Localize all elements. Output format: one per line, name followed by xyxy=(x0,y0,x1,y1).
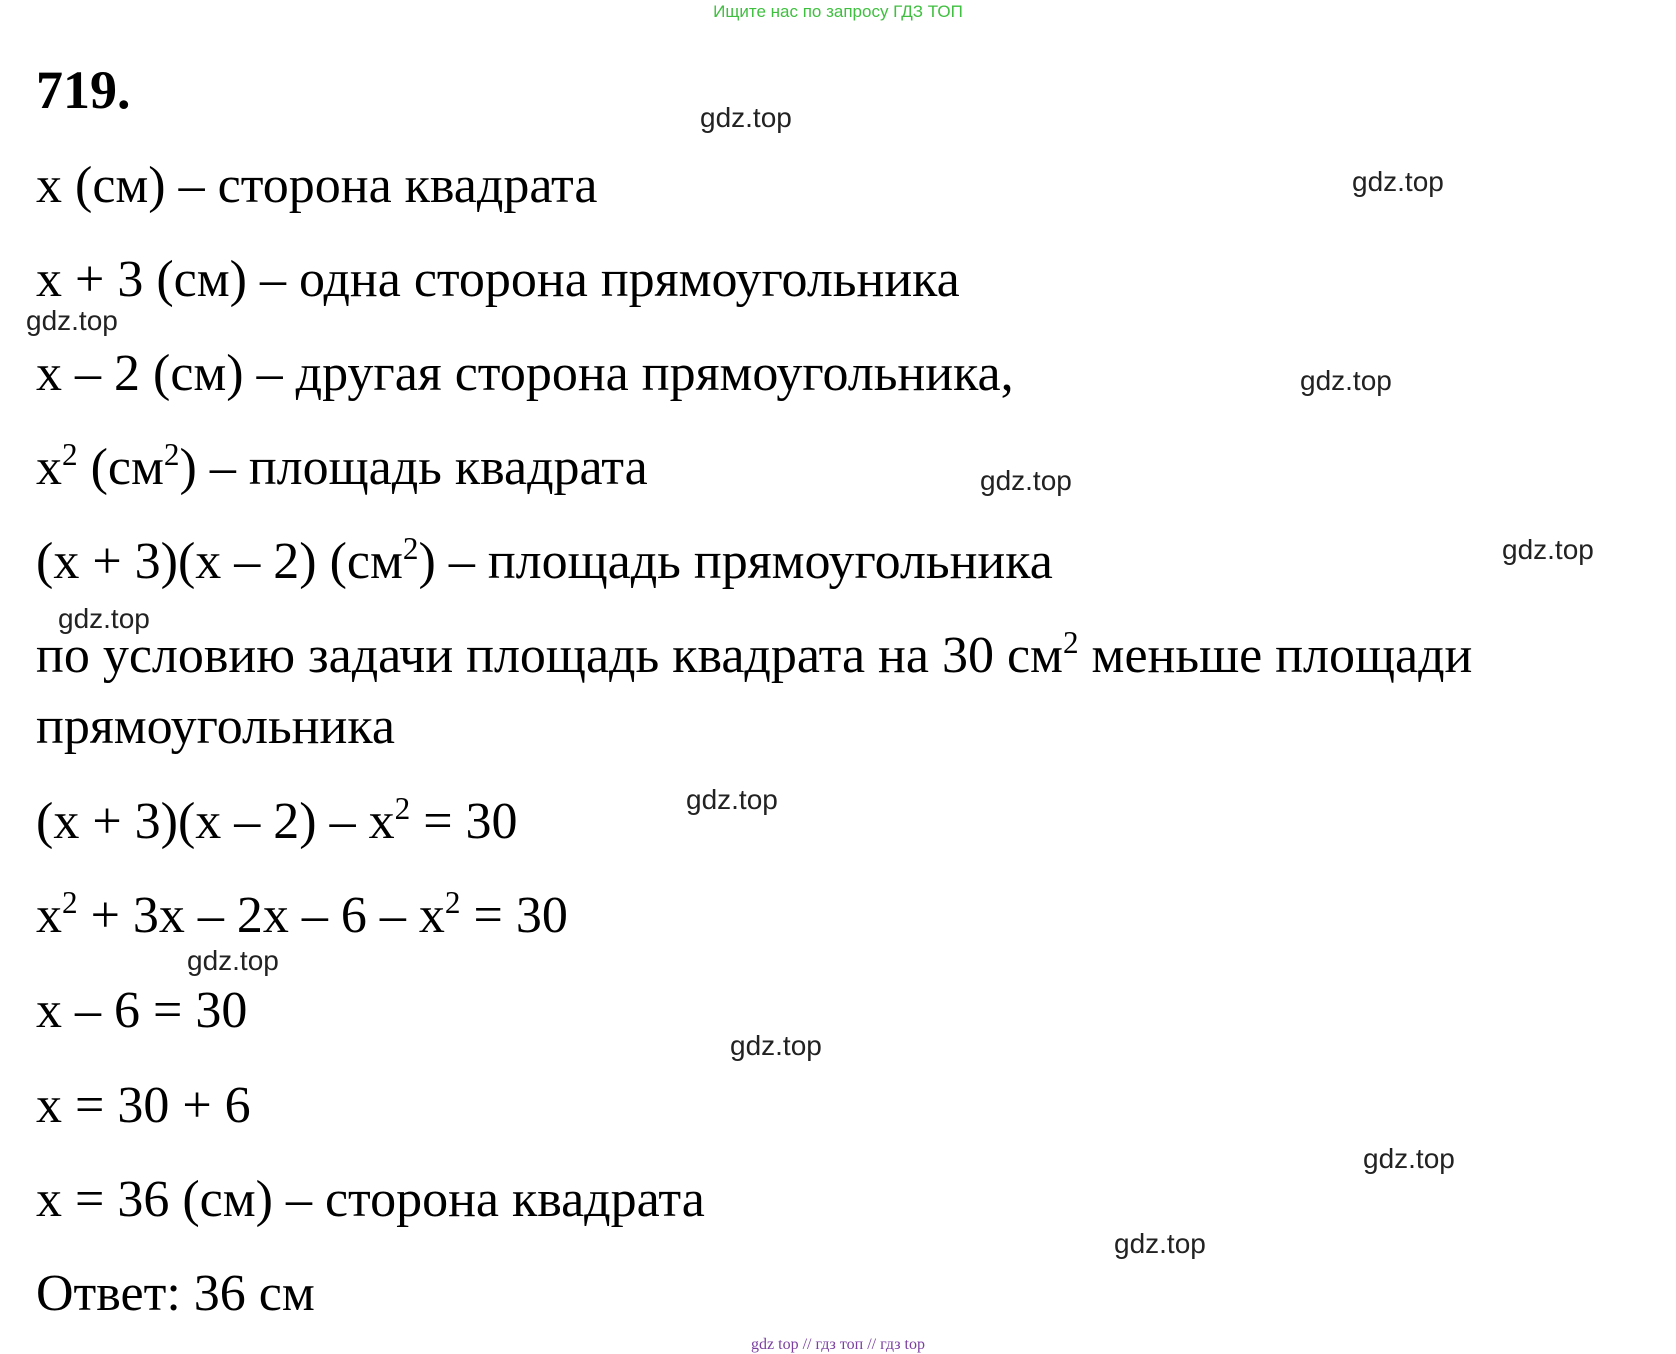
solution-line-5: (x + 3)(x – 2) $(см^2)$ – площадь прямоугольника xyxy=(36,530,1053,590)
watermark: gdz.top xyxy=(187,945,279,976)
watermark: gdz.top xyxy=(686,784,778,815)
watermark: gdz.top xyxy=(1114,1228,1206,1259)
watermark: gdz.top xyxy=(1352,166,1444,197)
superscript: 2 xyxy=(394,790,411,826)
answer-line: Ответ: 36 см xyxy=(36,1265,315,1322)
superscript: 2 xyxy=(163,436,180,472)
superscript: 2 xyxy=(1062,624,1079,660)
watermark: gdz.top xyxy=(980,465,1072,496)
solution-line-3: x – 2 (см) – другая сторона прямоугольника, xyxy=(36,345,1014,402)
watermark: gdz.top xyxy=(730,1030,822,1061)
equation-line-4: x = 30 + 6 xyxy=(36,1077,251,1134)
watermark: gdz.top xyxy=(1502,534,1594,565)
superscript: 2 xyxy=(62,436,78,472)
equation-line-3: x – 6 = 30 xyxy=(36,982,248,1039)
watermark: gdz.top xyxy=(58,603,150,634)
solution-line-7: прямоугольника xyxy=(36,698,395,755)
superscript: 2 xyxy=(402,530,419,566)
superscript: 2 xyxy=(444,884,461,920)
watermark: gdz.top xyxy=(1363,1143,1455,1174)
solution-line-1: x (см) – сторона квадрата xyxy=(36,157,598,214)
problem-number: 719. xyxy=(36,60,131,120)
watermark: gdz.top xyxy=(1300,365,1392,396)
solution-line-4: $x^2$ $(см^2)$ – площадь квадрата xyxy=(36,436,648,496)
watermark: gdz.top xyxy=(26,305,118,336)
equation-line-5: x = 36 (см) – сторона квадрата xyxy=(36,1171,705,1228)
solution-line-2: x + 3 (см) – одна сторона прямоугольника xyxy=(36,251,960,308)
equation-line-1: $(x + 3)(x - 2) - x^2 = 30$ xyxy=(36,790,518,850)
superscript: 2 xyxy=(62,884,78,920)
solution-line-6: по условию задачи площадь квадрата на 30 $см^2$ меньше площади xyxy=(36,624,1473,684)
top-banner: Ищите нас по запросу ГДЗ ТОП xyxy=(713,2,963,21)
footer-watermark: gdz top // гдз топ // гдз top xyxy=(751,1336,925,1353)
watermark: gdz.top xyxy=(700,102,792,133)
equation-line-2: $x^2 + 3x - 2x - 6 - x^2 = 30$ xyxy=(36,884,568,944)
